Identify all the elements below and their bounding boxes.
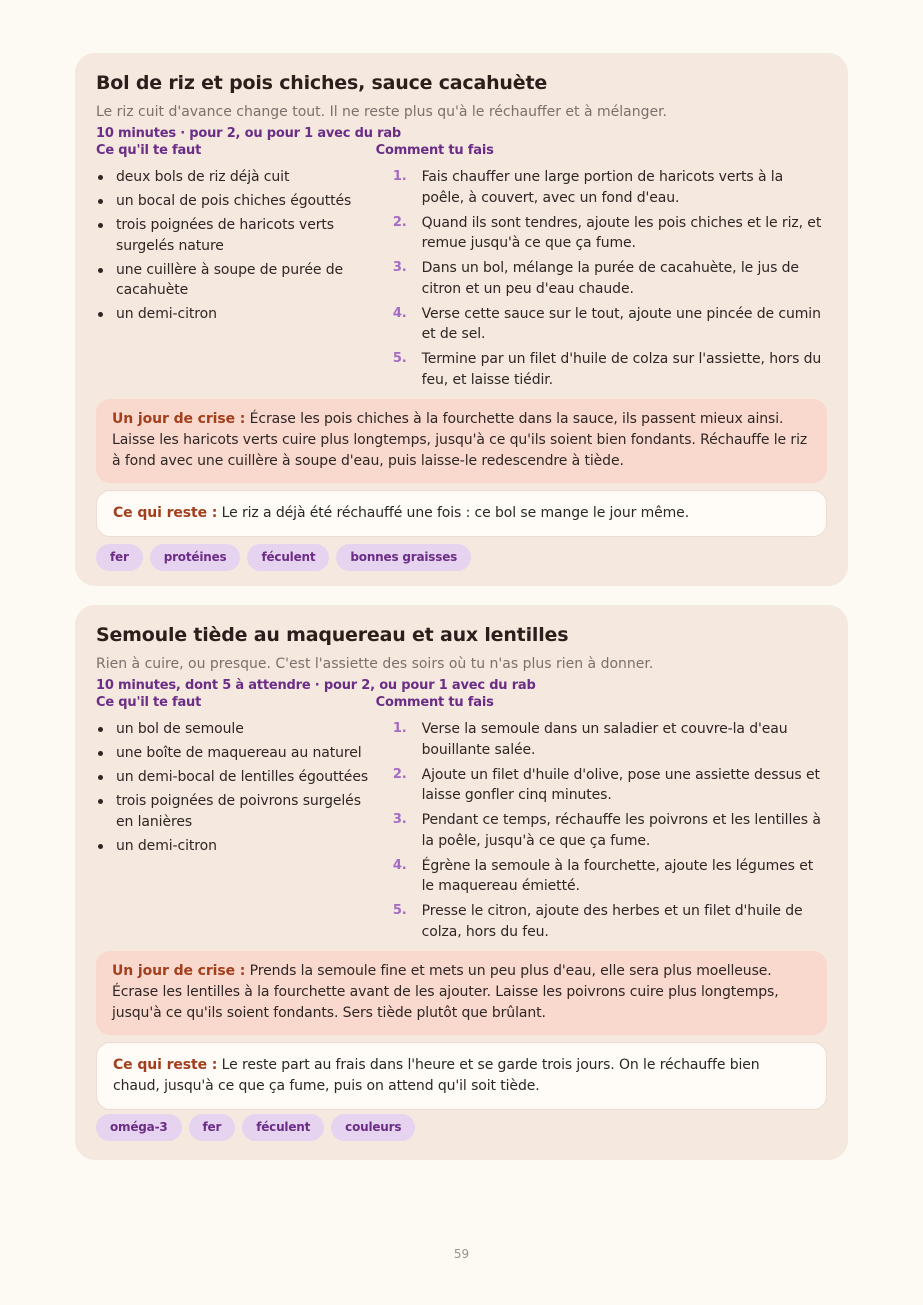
tag: couleurs: [331, 1114, 415, 1141]
leftover-text: Le riz a déjà été réchauffé une fois : ce bol se mange le jour même.: [221, 504, 690, 521]
steps-list: [376, 167, 827, 390]
recipe-meta: 10 minutes, dont 5 à attendre · pour 2, ou pour 1 avec du rab: [96, 678, 536, 693]
ingredients-heading: Ce qu'il te faut: [96, 143, 202, 158]
step-item: [376, 213, 827, 254]
step-item: [376, 810, 827, 851]
ingredient-item: trois poignées de poivrons surgelés en lanières: [96, 791, 376, 832]
tag-list: [96, 544, 827, 571]
ingredients-heading: Ce qu'il te faut: [96, 695, 202, 710]
ingredient-item: un demi-citron: [96, 304, 376, 325]
tag-list: [96, 1114, 827, 1141]
recipe-columns: [96, 694, 827, 947]
step-item: [376, 167, 827, 208]
recipe-columns: [96, 142, 827, 395]
step-item: [376, 901, 827, 942]
ingredient-item: une cuillère à soupe de purée de cacahuète: [96, 260, 376, 301]
leftover-box: [96, 490, 827, 537]
step-text: Termine par un filet d'huile de colza sur l'assiette, hors du feu, et laisse tiédir.: [421, 351, 822, 388]
leftover-label: Ce qui reste :: [113, 504, 218, 521]
crisis-text: Prends la semoule fine et mets un peu plus d'eau, elle sera plus moelleuse. Écrase les lentilles à la fourchette avant de les ajouter. Laisse les poivrons cuire plus longtemps, jusqu'à ce qu'ils soient fondants. Sers tiède plutôt que brûlant.: [112, 962, 779, 1021]
step-number: 2.: [392, 766, 407, 782]
step-text: Presse le citron, ajoute des herbes et un filet d'huile de colza, hors du feu.: [421, 903, 803, 940]
step-number: 5.: [392, 903, 407, 918]
recipe-intro: Rien à cuire, ou presque. C'est l'assiette des soirs où tu n'as plus rien à donner.: [96, 656, 654, 672]
step-text: Pendant ce temps, réchauffe les poivrons et les lentilles à la poêle, jusqu'à ce que ça fume.: [421, 812, 821, 849]
crisis-box: [96, 951, 827, 1035]
tag: fer: [189, 1114, 236, 1141]
step-item: [376, 719, 827, 760]
recipe-intro: Le riz cuit d'avance change tout. Il ne reste plus qu'à le réchauffer et à mélanger.: [96, 104, 668, 120]
leftover-text: Le reste part au frais dans l'heure et se garde trois jours. On le réchauffe bien chaud, jusqu'à ce que ça fume, puis on attend qu'il soit tiède.: [113, 1056, 760, 1094]
step-text: Égrène la semoule à la fourchette, ajoute les légumes et le maquereau émietté.: [421, 857, 814, 894]
tag: oméga-3: [96, 1114, 182, 1141]
step-number: 1.: [392, 169, 407, 184]
ingredient-item: un bocal de pois chiches égouttés: [96, 191, 376, 212]
recipe-title: Bol de riz et pois chiches, sauce cacahuète: [96, 72, 548, 94]
steps-column: [376, 142, 827, 395]
leftover-label: Ce qui reste :: [113, 1056, 218, 1073]
step-item: [376, 349, 827, 390]
step-text: Dans un bol, mélange la purée de cacahuète, le jus de citron et un peu d'eau chaude.: [421, 260, 799, 297]
tag: fer: [96, 544, 143, 571]
recipe-meta: 10 minutes · pour 2, ou pour 1 avec du rab: [96, 126, 402, 141]
ingredient-item: deux bols de riz déjà cuit: [96, 167, 376, 188]
tag: féculent: [247, 544, 329, 571]
crisis-label: Un jour de crise :: [112, 410, 246, 427]
step-number: 3.: [392, 260, 407, 275]
step-number: 4.: [392, 305, 407, 321]
step-text: Verse cette sauce sur le tout, ajoute une pincée de cumin et de sel.: [421, 305, 821, 342]
steps-heading: Comment tu fais: [375, 695, 494, 710]
tag: bonnes graisses: [336, 544, 471, 571]
step-item: [376, 856, 827, 897]
step-number: 4.: [392, 857, 407, 873]
step-text: Ajoute un filet d'huile d'olive, pose une assiette dessus et laisse gonfler cinq minutes.: [421, 766, 820, 803]
page-number: 59: [453, 1247, 470, 1261]
ingredient-item: trois poignées de haricots verts surgelés nature: [96, 215, 376, 256]
crisis-text: Écrase les pois chiches à la fourchette dans la sauce, ils passent mieux ainsi. Laisse les haricots verts cuire plus longtemps, jusqu'à ce qu'ils soient bien fondants. Réchauffe le riz à fond avec une cuillère à soupe d'eau, puis laisse-le redescendre à tiède.: [112, 410, 808, 469]
step-text: Fais chauffer une large portion de haricots verts à la poêle, à couvert, avec un fond d'eau.: [421, 169, 784, 206]
tag: protéines: [150, 544, 241, 571]
step-number: 3.: [392, 812, 407, 827]
step-item: [376, 304, 827, 345]
step-number: 5.: [392, 351, 407, 366]
steps-list: [376, 719, 827, 942]
recipe-card: [75, 605, 848, 1160]
step-text: Verse la semoule dans un saladier et couvre-la d'eau bouillante salée.: [421, 721, 788, 758]
ingredients-list: [96, 719, 376, 856]
step-item: [376, 258, 827, 299]
step-text: Quand ils sont tendres, ajoute les pois chiches et le riz, et remue jusqu'à ce que ça fume.: [421, 214, 822, 251]
steps-column: [376, 694, 827, 947]
recipe-title: Semoule tiède au maquereau et aux lentilles: [96, 624, 569, 646]
crisis-label: Un jour de crise :: [112, 962, 246, 979]
crisis-box: [96, 399, 827, 483]
recipe-card: [75, 53, 848, 586]
ingredients-column: [96, 694, 376, 947]
tag: féculent: [242, 1114, 324, 1141]
ingredients-list: [96, 167, 376, 325]
step-number: 1.: [392, 721, 407, 736]
ingredient-item: un demi-citron: [96, 836, 376, 857]
ingredients-column: [96, 142, 376, 395]
steps-heading: Comment tu fais: [375, 143, 494, 158]
ingredient-item: un bol de semoule: [96, 719, 376, 740]
step-number: 2.: [392, 214, 407, 230]
ingredient-item: une boîte de maquereau au naturel: [96, 743, 376, 764]
step-item: [376, 765, 827, 806]
leftover-box: [96, 1042, 827, 1110]
ingredient-item: un demi-bocal de lentilles égouttées: [96, 767, 376, 788]
